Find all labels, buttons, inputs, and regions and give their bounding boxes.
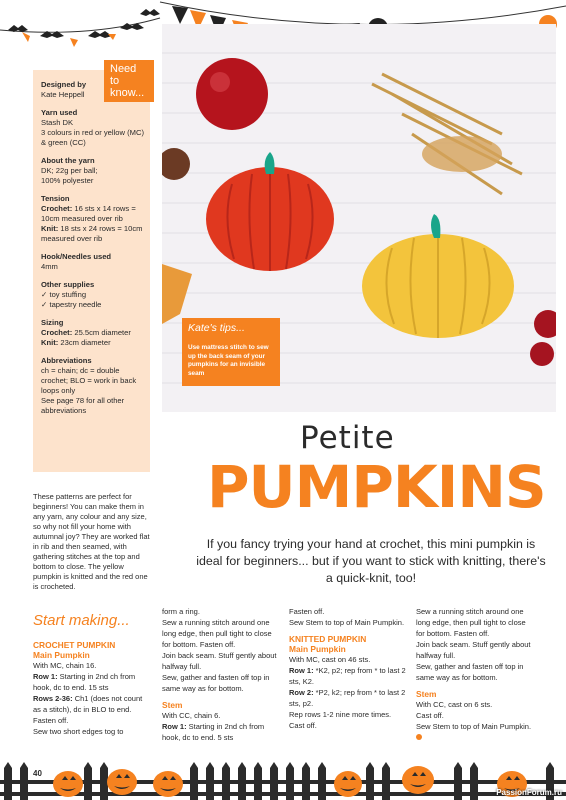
lead-paragraph: These patterns are perfect for beginners! You can make them in any yarn, any colour and any size, so why not fill your home with autumnal joy? They are worked flat in rib and then seamed, with gathering stitches at the top and bottom to close. The yellow pumpkin is knitted and the red one is crocheted. [33,492,150,591]
knit-row-2-label: Row 2: [289,688,314,697]
kates-tips-body: Use mattress stitch to sew up the back seam of your pumpkins for an invisible seam [188,344,269,377]
sizing-knit-value: 23cm diameter [58,338,111,347]
sizing-crochet [41,328,145,338]
knit-cast-off: Cast off. [289,721,317,730]
abbreviations-label: Abbreviations [41,356,92,365]
need-to-know-panel [33,63,150,472]
about-yarn-label: About the yarn [41,156,95,165]
yarn-colours: 3 colours in red or yellow (MC) & green (CC) [41,128,144,147]
title-petite: Petite [300,420,395,456]
supply-stuffing: ✓ toy stuffing [41,290,87,299]
end-mark-icon [416,734,422,740]
crochet-stem-row-1-label: Row 1: [162,722,187,731]
hook-label: Hook/Needles used [41,252,112,261]
crochet-chain-start: With MC, chain 16. [33,661,97,670]
knitted-pumpkin-heading: KNITTED PUMPKIN [289,634,367,644]
tension-crochet [41,204,145,224]
abbreviations-list: ch = chain; dc = double crochet; BLO = work in back loops only [41,366,137,395]
site-credit: PassionForum.ru [496,788,562,797]
need-to-know-heading: Need to know... [104,60,154,102]
crochet-row-1-text: Starting in 2nd ch from hook, dc to end. 15 sts [33,672,136,692]
kates-tips-title: Kate's tips... [188,322,245,334]
crochet-gather-top: Sew, gather and fasten off top in same way as for bottom. [162,673,270,693]
crochet-stem-fasten-off: Fasten off. [289,607,325,616]
designed-by-label: Designed by [41,80,87,89]
crochet-row-1-label: Row 1: [33,672,58,681]
sizing-knit [41,338,145,348]
hook-size: 4mm [41,262,58,271]
fence-footer-illustration [0,758,566,800]
crochet-rows-2-36-text: Ch1 (does not count as a stitch), dc in BLO to end. [33,694,143,714]
pattern-column-4 [416,606,536,743]
start-making-heading: Start making... [33,612,130,629]
crochet-sew-edges: Sew two short edges tog to [33,727,124,736]
designer: Kate Heppell [41,90,85,99]
crochet-stem-row-1-text: Starting in 2nd ch from hook, dc to end. 5 sts [162,722,265,742]
knit-row-1-label: Row 1: [289,666,314,675]
supply-needle: ✓ tapestry needle [41,300,102,309]
knit-gather-top: Sew, gather and fasten off top in same way as for bottom. [416,662,524,682]
knit-sew-stem-text: Sew Stem to top of Main Pumpkin. [416,722,532,731]
crochet-stem-heading: Stem [162,700,183,710]
knit-cast-on: With MC, cast on 46 sts. [289,655,371,664]
page-number: 40 [33,769,42,778]
knit-stem-cast-off: Cast off. [416,711,444,720]
crochet-running-stitch: Sew a running stitch around one long edge, then pull tight to close for bottom. Fasten off. [162,618,272,649]
tension-label: Tension [41,194,70,203]
knit-row-2 [289,687,407,709]
tension-crochet-label: Crochet: [41,204,73,213]
tension-knit-value: 18 sts x 24 rows = 10cm measured over rib [41,224,143,243]
tension-knit-label: Knit: [41,224,59,233]
yarn-used: Stash DK [41,118,74,127]
about-yarn-weight: DK; 22g per ball; [41,166,98,175]
crochet-sew-stem: Sew Stem to top of Main Pumpkin. [289,618,405,627]
pattern-column-3 [289,606,407,731]
need-to-know-body [41,80,145,416]
crochet-rows-2-36 [33,693,151,715]
crochet-main-pumpkin-heading: Main Pumpkin [33,650,90,660]
sizing-knit-label: Knit: [41,338,59,347]
knit-join-seam: Join back seam. Stuff gently about halfway full. [416,640,531,660]
other-supplies-label: Other supplies [41,280,95,289]
yarn-used-label: Yarn used [41,108,78,117]
knit-running-stitch: Sew a running stitch around one long edge, then pull tight to close for bottom. Fasten off. [416,607,526,638]
abbreviations-note: See page 78 for all other abbreviations [41,396,125,415]
tension-crochet-value: 16 sts x 14 rows = 10cm measured over rib [41,204,136,223]
crochet-stem-chain: With CC, chain 6. [162,711,221,720]
knit-stem-heading: Stem [416,689,437,699]
crochet-fasten-off: Fasten off. [33,716,69,725]
intro-standfirst: If you fancy trying your hand at crochet, this mini pumpkin is ideal for beginners... but if you want to stick with knitting, there's a quick-knit, too! [196,537,546,585]
sizing-label: Sizing [41,318,64,327]
knit-row-2-text: *P2, k2; rep from * to last 2 sts, p2. [289,688,406,708]
crochet-rows-2-36-label: Rows 2-36: [33,694,73,703]
about-yarn-fibre: 100% polyester [41,176,94,185]
knit-sew-stem [416,721,536,743]
kates-tips-box [182,318,280,386]
title-pumpkins: PUMPKINS [207,453,546,521]
pattern-column-2 [162,606,280,743]
crochet-form-ring: form a ring. [162,607,200,616]
knit-row-1 [289,665,407,687]
knit-stem-cast-on: With CC, cast on 6 sts. [416,700,493,709]
sizing-crochet-value: 25.5cm diameter [72,328,131,337]
knitted-main-pumpkin-heading: Main Pumpkin [289,644,346,654]
knit-repeat-rows: Rep rows 1-2 nine more times. [289,710,392,719]
crochet-row-1 [33,671,151,693]
sizing-crochet-label: Crochet: [41,328,73,337]
crochet-pumpkin-heading: CROCHET PUMPKIN [33,640,116,650]
pattern-column-1 [33,640,151,737]
crochet-stem-row-1 [162,721,280,743]
knit-row-1-text: *K2, p2; rep from * to last 2 sts, K2. [289,666,406,686]
crochet-join-seam: Join back seam. Stuff gently about halfway full. [162,651,277,671]
tension-knit [41,224,145,244]
